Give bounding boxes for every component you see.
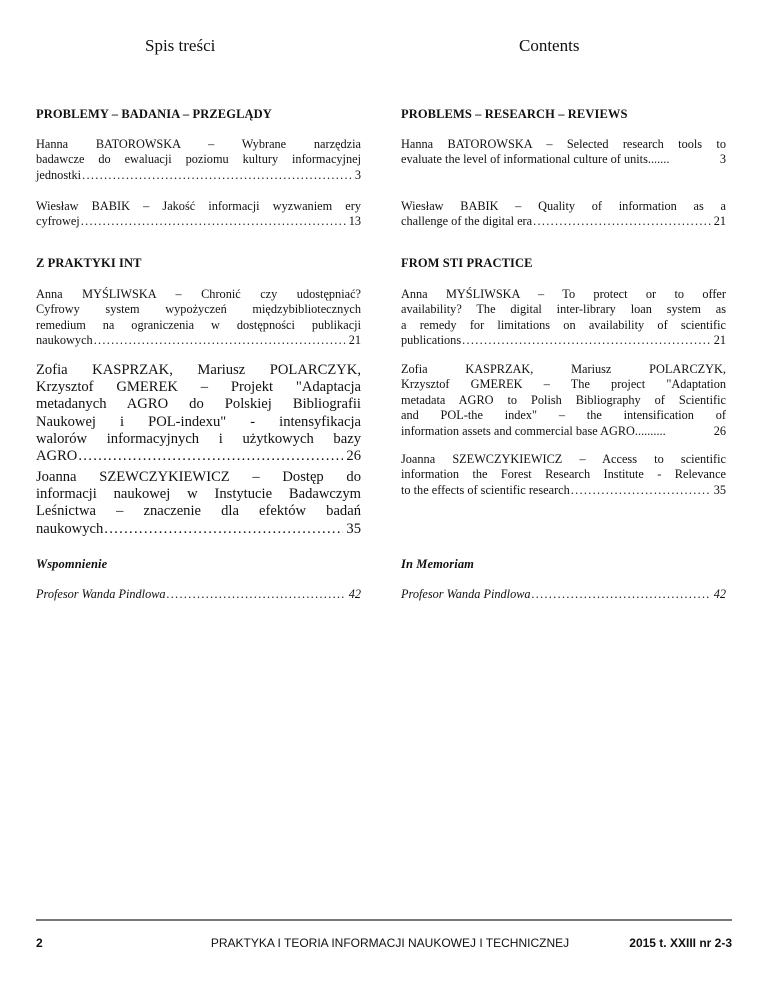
entry-line: Zofia KASPRZAK, Mariusz POLARCZYK,: [401, 362, 726, 376]
dot-leader: [532, 587, 711, 602]
entry-line: walorów informacyjnych i użytkowych bazy: [36, 430, 361, 447]
entry-last-line: [401, 483, 726, 498]
contents-heading-english: Contents: [519, 36, 580, 55]
entry-line: Joanna SZEWCZYKIEWICZ – Dostęp do: [36, 469, 361, 485]
entry-text: cyfrowej: [36, 214, 80, 229]
toc-entry[interactable]: [401, 137, 726, 168]
toc-entry[interactable]: [36, 362, 361, 465]
entry-line: metadanych AGRO do Polskiej Bibliografii: [36, 396, 361, 413]
toc-entry[interactable]: [401, 587, 726, 602]
entry-line: Anna MYŚLIWSKA – Chronić czy udostępniać?: [36, 287, 361, 301]
footer-journal-title: PRAKTYKA I TEORIA INFORMACJI NAUKOWEJ I TECHNICZNEJ: [210, 936, 570, 950]
entry-line: Leśnictwa – znaczenie dla efektów badań: [36, 503, 361, 520]
entry-line: badawcze do ewaluacji poziomu kultury informacyjnej: [36, 152, 361, 167]
section-title: PROBLEMS – RESEARCH – REVIEWS: [401, 107, 628, 121]
dot-leader: [104, 521, 343, 538]
toc-entry[interactable]: [36, 587, 361, 602]
entry-text: AGRO: [36, 448, 78, 465]
entry-line: Anna MYŚLIWSKA – To protect or to offer: [401, 287, 726, 301]
entry-text: evaluate the level of informational culture of units.......: [401, 152, 670, 167]
entry-last-line: [36, 521, 361, 538]
entry-line: Zofia KASPRZAK, Mariusz POLARCZYK,: [36, 362, 361, 378]
page-number: 21: [348, 333, 361, 348]
section-title: Wspomnienie: [36, 557, 108, 571]
entry-text: publications: [401, 333, 462, 348]
page-number: 13: [348, 214, 361, 229]
entry-line: Hanna BATOROWSKA – Wybrane narzędzia: [36, 137, 361, 151]
toc-entry[interactable]: [36, 287, 361, 349]
entry-last-line: [401, 333, 726, 348]
entry-text: jednostki: [36, 167, 82, 182]
entry-last-line: [401, 587, 726, 602]
entry-line: a remedy for limitations on availability of scientific: [401, 317, 726, 332]
footer-page-number: 2: [36, 936, 43, 950]
footer-rule: [36, 919, 732, 921]
page-number: 3: [354, 167, 361, 182]
entry-text: Profesor Wanda Pindlowa: [36, 587, 166, 601]
entry-line: Cyfrowy system wypożyczeń międzybibliotecznych: [36, 302, 361, 317]
page-number: 3: [719, 152, 726, 167]
dot-leader: [462, 333, 711, 348]
section-title: FROM STI PRACTICE: [401, 256, 533, 270]
entry-text: Profesor Wanda Pindlowa: [401, 587, 531, 601]
dot-leader: [533, 214, 711, 229]
toc-entry[interactable]: [401, 362, 726, 439]
page-number: 35: [346, 520, 361, 537]
entry-line: Wiesław BABIK – Quality of information as a: [401, 199, 726, 213]
page-number: 35: [713, 482, 726, 497]
entry-line: remedium na ograniczenia w dostępności publikacji: [36, 317, 361, 332]
toc-entry[interactable]: [401, 287, 726, 349]
toc-entry[interactable]: [401, 199, 726, 230]
page-number: 26: [713, 423, 726, 438]
dot-leader: [167, 587, 346, 602]
entry-line: informacji naukowej w Instytucie Badawczym: [36, 486, 361, 503]
entry-last-line: [36, 587, 361, 602]
entry-text: naukowych: [36, 333, 93, 348]
entry-line: and POL-the index" – the intensification of: [401, 408, 726, 423]
page-number: 21: [713, 214, 726, 229]
entry-last-line: [36, 448, 361, 465]
page-number: 42: [348, 587, 361, 601]
toc-entry[interactable]: [36, 199, 361, 230]
section-title: Z PRAKTYKI INT: [36, 256, 142, 270]
entry-line: Wiesław BABIK – Jakość informacji wyzwaniem ery: [36, 199, 361, 213]
toc-entry[interactable]: [36, 469, 361, 538]
entry-last-line: [36, 333, 361, 348]
entry-line: availability? The digital inter-library loan system as: [401, 302, 726, 317]
page-number: 21: [713, 333, 726, 348]
entry-last-line: [36, 214, 361, 229]
entry-text: challenge of the digital era: [401, 214, 533, 229]
entry-last-line: [36, 168, 361, 183]
dot-leader: [82, 168, 352, 183]
entry-line: information the Forest Research Institute - Relevance: [401, 467, 726, 482]
entry-text: to the effects of scientific research: [401, 482, 570, 497]
toc-entry[interactable]: [401, 452, 726, 498]
entry-last-line: [401, 214, 726, 229]
page-number: 42: [713, 587, 726, 601]
dot-leader: [78, 448, 343, 465]
entry-text: naukowych: [36, 520, 104, 537]
dot-leader: [81, 214, 346, 229]
entry-line: Hanna BATOROWSKA – Selected research tools to: [401, 137, 726, 151]
entry-last-line: [401, 424, 726, 439]
entry-line: Joanna SZEWCZYKIEWICZ – Access to scientific: [401, 452, 726, 466]
dot-leader: [94, 333, 346, 348]
entry-line: Krzysztof GMEREK – Projekt "Adaptacja: [36, 379, 361, 396]
toc-entry[interactable]: [36, 137, 361, 183]
section-title: In Memoriam: [401, 557, 474, 571]
entry-line: Krzysztof GMEREK – The project "Adaptation: [401, 377, 726, 392]
contents-heading-polish: Spis treści: [145, 36, 216, 55]
section-title: PROBLEMY – BADANIA – PRZEGLĄDY: [36, 107, 272, 121]
entry-line: Naukowej i POL-indexu" - intensyfikacja: [36, 413, 361, 430]
dot-leader: [571, 483, 711, 498]
footer-issue: 2015 t. XXIII nr 2-3: [629, 936, 732, 950]
entry-text: information assets and commercial base AGRO..........: [401, 423, 666, 438]
entry-line: metadata AGRO to Polish Bibliography of Scientific: [401, 392, 726, 407]
page-number: 26: [346, 448, 361, 465]
entry-last-line: [401, 152, 726, 167]
